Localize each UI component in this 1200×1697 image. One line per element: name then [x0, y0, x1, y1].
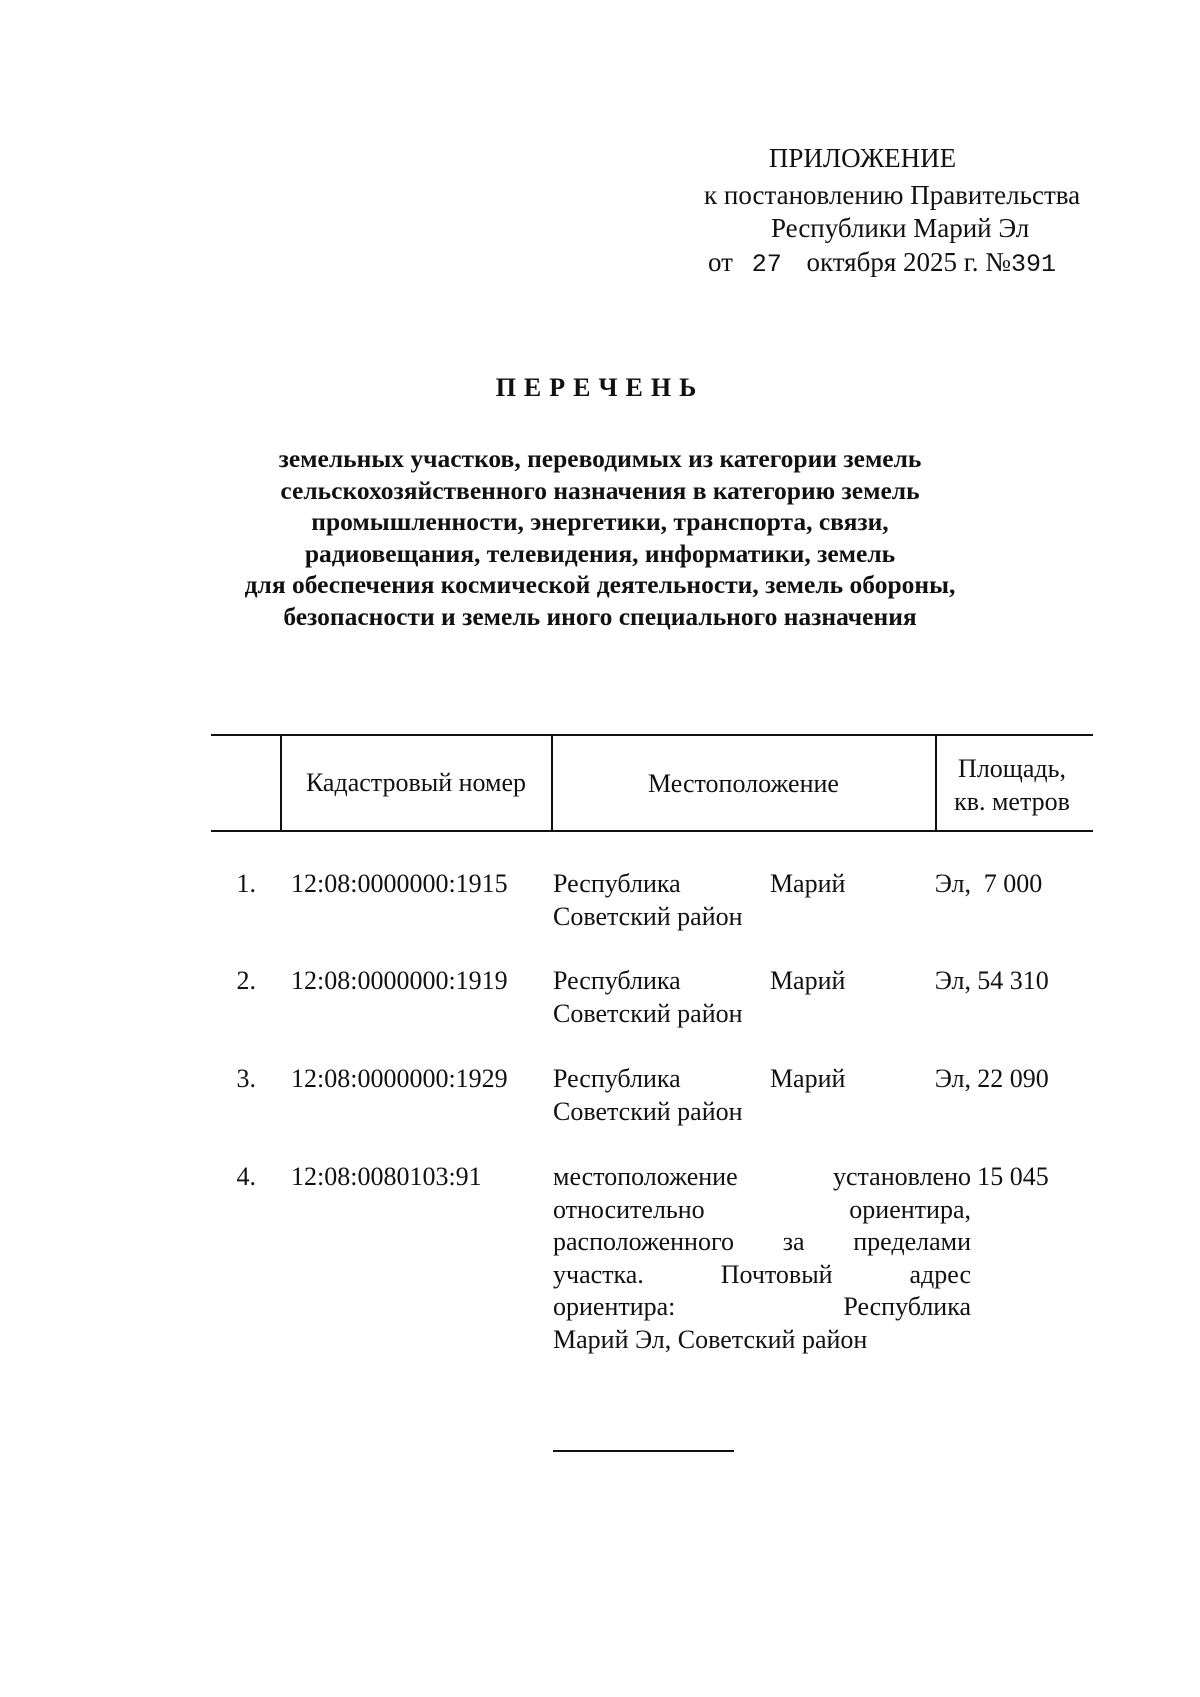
row-number: 2. [236, 966, 256, 995]
location-line: относительно ориентира, [553, 1194, 971, 1224]
decree-number: 391 [1011, 250, 1057, 279]
location-cell [553, 1063, 971, 1128]
cadastral-number: 12:08:0000000:1919 [291, 966, 508, 995]
location-line: местоположение установлено [553, 1162, 971, 1191]
area-value: 54 310 [977, 966, 1049, 995]
document-subtitle [200, 443, 1000, 632]
subtitle-line: радиовещания, телевидения, информатики, земель [304, 538, 896, 568]
location-line: Советский район [553, 901, 743, 931]
location-line: Советский район [553, 1096, 743, 1126]
location-cell [553, 965, 971, 1030]
appendix-title: ПРИЛОЖЕНИЕ [768, 143, 957, 173]
area-value: 7 000 [983, 869, 1043, 898]
location-line: Советский район [553, 998, 743, 1028]
date-day: 27 [751, 250, 782, 279]
location-cell [553, 868, 971, 933]
header-area-line: Площадь, [958, 754, 1066, 783]
header-area-line: кв. метров [954, 787, 1070, 816]
document-title: ПЕРЕЧЕНЬ [495, 373, 705, 402]
row-number: 1. [236, 869, 256, 898]
location-line: Республика Марий Эл, [553, 1064, 971, 1093]
subtitle-line: безопасности и земель иного специального назначения [283, 601, 917, 631]
subtitle-line: промышленности, энергетики, транспорта, связи, [311, 507, 889, 536]
appendix-date-line [708, 247, 1056, 279]
area-value: 22 090 [977, 1064, 1049, 1093]
header-location: Местоположение [648, 769, 839, 798]
cadastral-number: 12:08:0000000:1915 [291, 869, 508, 898]
subtitle-line: земельных участков, переводимых из категории земель [278, 444, 922, 473]
date-prefix: от [708, 247, 733, 277]
location-cell [553, 1161, 971, 1356]
subtitle-line: сельскохозяйственного назначения в категорию земель [280, 475, 920, 505]
subtitle-line: для обеспечения космической деятельности, земель обороны, [244, 570, 956, 599]
header-area [936, 752, 1088, 818]
location-line: Марий Эл, Советский район [553, 1324, 868, 1354]
location-line: расположенного за пределами [553, 1227, 971, 1256]
location-line: Республика Марий Эл, [553, 869, 971, 898]
cadastral-number: 12:08:0000000:1929 [291, 1064, 508, 1093]
date-month-year: октября 2025 г. № [806, 247, 1012, 277]
location-line: участка. Почтовый адрес [553, 1259, 971, 1289]
header-cadastral: Кадастровый номер [305, 768, 527, 797]
location-line: ориентира: Республика [553, 1292, 971, 1321]
table-header-bottom-rule [211, 830, 1093, 832]
appendix-government-line: Республики Марий Эл [771, 213, 1030, 243]
appendix-reference-line: к постановлению Правительства [704, 180, 1081, 210]
area-value: 15 045 [977, 1162, 1049, 1191]
row-number: 4. [236, 1162, 256, 1191]
location-line: Республика Марий Эл, [553, 966, 971, 995]
cadastral-number: 12:08:0080103:91 [291, 1162, 482, 1191]
document-end-rule [553, 1450, 734, 1452]
table-top-rule [211, 734, 1093, 736]
row-number: 3. [236, 1064, 256, 1093]
